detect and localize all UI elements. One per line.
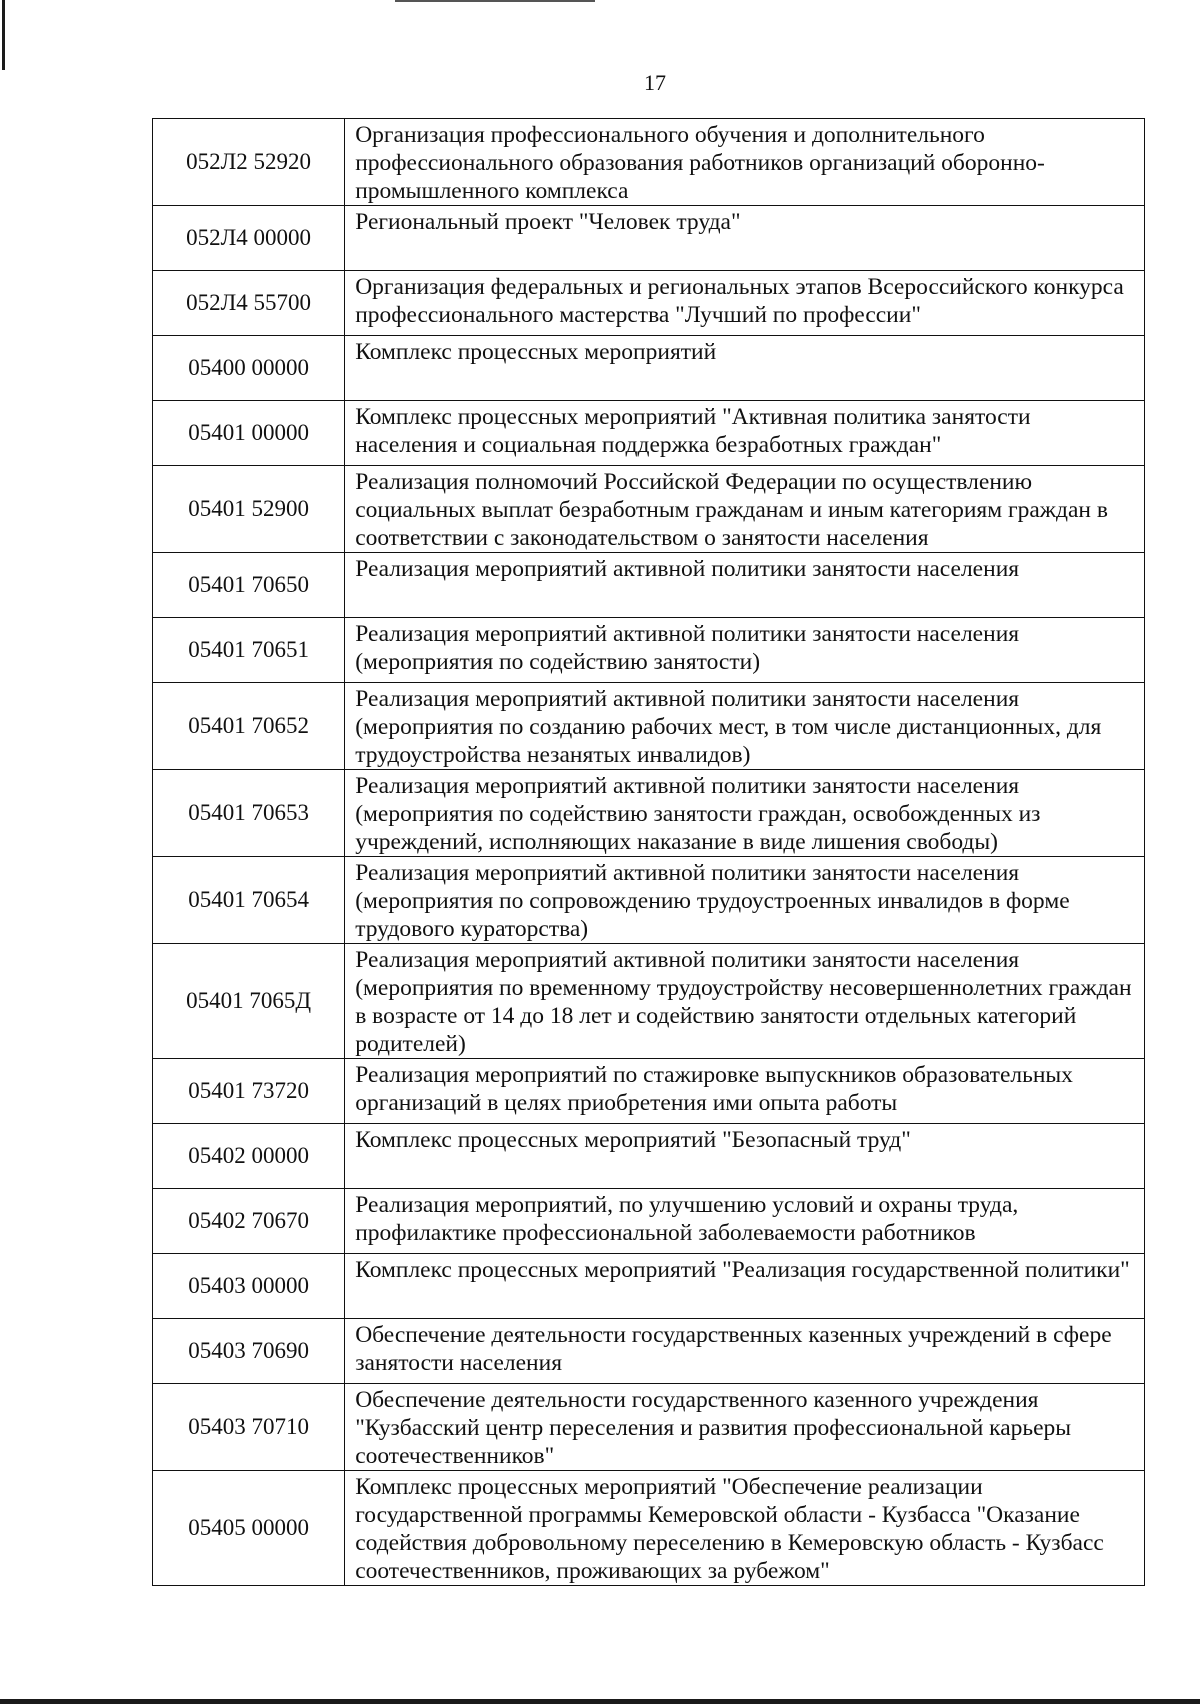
row-description: Реализация мероприятий активной политики занятости населения (мероприятия по созданию рабочих мест, в том числе дистанционных, для трудоустройства незанятых инвалидов) (355, 686, 1102, 768)
table-row (153, 271, 1145, 336)
table-row (153, 944, 1145, 1059)
row-description: Комплекс процессных мероприятий "Реализация государственной политики" (355, 1257, 1130, 1283)
scan-left-edge (2, 0, 5, 70)
row-code: 05402 00000 (153, 1124, 345, 1189)
row-description: Организация профессионального обучения и дополнительного профессионального образования работников организаций оборонно-промышленного комплекса (355, 122, 1045, 204)
table-row (153, 1384, 1145, 1471)
row-description: Реализация мероприятий активной политики занятости населения (мероприятия по временному трудоустройству несовершеннолетних граждан в возрасте от 14 до 18 лет и содействию занятости отдельных категорий родителей) (355, 947, 1132, 1057)
row-code: 05403 00000 (153, 1254, 345, 1319)
row-code: 05401 73720 (153, 1059, 345, 1124)
row-code: 05400 00000 (153, 336, 345, 401)
row-description: Организация федеральных и региональных этапов Всероссийского конкурса профессионального мастерства "Лучший по профессии" (355, 274, 1124, 328)
table-row (153, 1471, 1145, 1586)
row-description: Реализация мероприятий активной политики занятости населения (мероприятия по содействию занятости) (355, 621, 1020, 675)
table-row (153, 553, 1145, 618)
row-code: 05405 00000 (153, 1471, 345, 1586)
row-description: Комплекс процессных мероприятий "Безопасный труд" (355, 1127, 911, 1153)
row-code: 05401 70652 (153, 683, 345, 770)
row-description: Реализация мероприятий активной политики занятости населения (мероприятия по содействию занятости граждан, освобожденных из учреждений, исполняющих наказание в виде лишения свободы) (355, 773, 1041, 855)
row-code: 05402 70670 (153, 1189, 345, 1254)
table-row (153, 119, 1145, 206)
row-description: Обеспечение деятельности государственного казенного учреждения "Кузбасский центр переселения и развития профессиональной карьеры соотечественников" (355, 1387, 1072, 1469)
row-code: 05401 7065Д (153, 944, 345, 1059)
row-description: Комплекс процессных мероприятий "Обеспечение реализации государственной программы Кемеровской области - Кузбасса "Оказание содействия добровольному переселению в Кемеровскую область - Кузбасс соотечественников, проживающих за рубежом" (355, 1474, 1104, 1584)
classification-table (152, 118, 1145, 1586)
row-code: 052Л2 52920 (153, 119, 345, 206)
row-code: 05401 70653 (153, 770, 345, 857)
row-code: 052Л4 00000 (153, 206, 345, 271)
row-code: 05401 70650 (153, 553, 345, 618)
scan-top-edge (395, 0, 595, 2)
table-row (153, 206, 1145, 271)
row-description: Реализация мероприятий активной политики занятости населения (мероприятия по сопровождению трудоустроенных инвалидов в форме трудового кураторства) (355, 860, 1070, 942)
row-description: Реализация полномочий Российской Федерации по осуществлению социальных выплат безработным гражданам и иным категориям граждан в соответствии с законодательством о занятости населения (355, 469, 1108, 551)
row-code: 05403 70710 (153, 1384, 345, 1471)
table-row (153, 1059, 1145, 1124)
table-row (153, 466, 1145, 553)
row-code: 05401 00000 (153, 401, 345, 466)
row-code: 05403 70690 (153, 1319, 345, 1384)
table-row (153, 336, 1145, 401)
table-row (153, 770, 1145, 857)
row-description: Региональный проект "Человек труда" (355, 209, 741, 235)
table-row (153, 1124, 1145, 1189)
row-code: 05401 70651 (153, 618, 345, 683)
row-code: 052Л4 55700 (153, 271, 345, 336)
table-row (153, 857, 1145, 944)
row-description: Реализация мероприятий по стажировке выпускников образовательных организаций в целях приобретения ими опыта работы (355, 1062, 1073, 1116)
row-description: Реализация мероприятий активной политики занятости населения (355, 556, 1020, 582)
table-row (153, 1254, 1145, 1319)
table-row (153, 401, 1145, 466)
row-description: Реализация мероприятий, по улучшению условий и охраны труда, профилактике профессиональной заболеваемости работников (355, 1192, 1019, 1246)
table-row (153, 1319, 1145, 1384)
scan-bottom-edge (0, 1699, 1200, 1704)
row-description: Обеспечение деятельности государственных казенных учреждений в сфере занятости населения (355, 1322, 1112, 1376)
row-code: 05401 70654 (153, 857, 345, 944)
row-description: Комплекс процессных мероприятий "Активная политика занятости населения и социальная поддержка безработных граждан" (355, 404, 1031, 458)
row-code: 05401 52900 (153, 466, 345, 553)
table-row (153, 1189, 1145, 1254)
table-row (153, 618, 1145, 683)
table-row (153, 683, 1145, 770)
page-number: 17 (644, 70, 666, 95)
row-description: Комплекс процессных мероприятий (355, 339, 717, 365)
